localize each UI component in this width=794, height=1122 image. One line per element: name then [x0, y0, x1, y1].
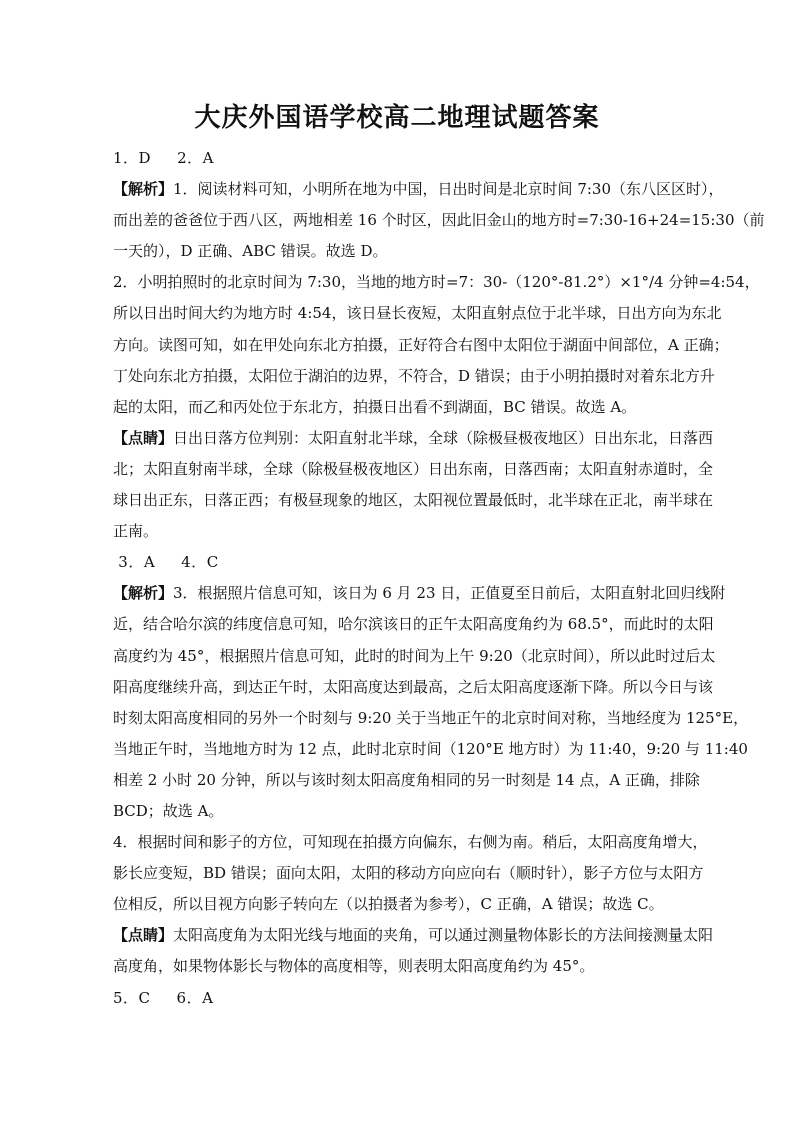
comment-1-line-4: 正南。	[113, 522, 159, 541]
analysis-3-line-8: BCD；故选 A。	[113, 801, 224, 820]
comment-1-line-2: 北；太阳直射南半球，全球（除极昼极夜地区）日出东南，日落西南；太阳直射赤道时，全	[113, 459, 714, 478]
answer-5: 5．C	[113, 988, 151, 1007]
analysis-4-line-2: 影长应变短，BD 错误；面向太阳，太阳的移动方向应向右（顺时针），影子方位与太阳方	[113, 864, 704, 883]
analysis-1-line-1: 【解析】1．阅读材料可知，小明所在地为中国，日出时间是北京时间 7:30（东八区区时），	[113, 180, 724, 199]
analysis-3-line-4: 阳高度继续升高，到达正午时，太阳高度达到最高，之后太阳高度逐渐下降。所以今日与该	[113, 677, 714, 696]
analysis-1-line-3: 一天的），D 正确、ABC 错误。故选 D。	[113, 242, 388, 261]
analysis-2-line-1: 2．小明拍照时的北京时间为 7:30，当地的地方时=7：30-（120°-81.2°）×1°/4 分钟=4:54，	[113, 273, 760, 292]
analysis-3-line-6: 当地正午时，当地地方时为 12 点，此时北京时间（120°E 地方时）为 11:40，9:20 与 11:40	[113, 739, 748, 758]
analysis-2-line-4: 丁处向东北方拍摄，太阳位于湖泊的边界，不符合，D 错误；由于小明拍摄时对着东北方升	[113, 366, 715, 385]
analysis-3-line-5: 时刻太阳高度相同的另外一个时刻与 9:20 关于当地正午的北京时间对称，当地经度为 125°E，	[113, 708, 749, 727]
comment-2-line-1: 【点睛】太阳高度角为太阳光线与地面的夹角，可以通过测量物体影长的方法间接测量太阳	[113, 926, 714, 945]
answer-6: 6．A	[176, 988, 214, 1007]
analysis-3-line-3: 高度约为 45°，根据照片信息可知，此时的时间为上午 9:20（北京时间），所以此时过后太	[113, 646, 716, 665]
answer-2: 2．A	[177, 149, 214, 167]
answer-content	[113, 143, 765, 1014]
analysis-3-line-1: 【解析】3．根据照片信息可知，该日为 6 月 23 日，正值夏至日前后，太阳直射北回归线附	[113, 584, 726, 603]
page-title: 大庆外国语学校高二地理试题答案	[194, 103, 600, 133]
comment-tag: 【点睛】	[113, 428, 174, 447]
analysis-3-line-7: 相差 2 小时 20 分钟，所以与该时刻太阳高度角相同的另一时刻是 14 点，A 正确，排除	[113, 770, 700, 789]
analysis-2-line-3: 方向。读图可知，如在甲处向东北方拍摄，正好符合右图中太阳位于湖面中间部位，A 正确；	[113, 335, 729, 354]
analysis-3-line-2: 近，结合哈尔滨的纬度信息可知，哈尔滨该日的正午太阳高度角约为 68.5°，而此时的太阳	[113, 615, 714, 634]
comment-tag: 【点睛】	[113, 926, 174, 945]
comment-1-line-1: 【点睛】日出日落方位判别：太阳直射北半球，全球（除极昼极夜地区）日出东北，日落西	[113, 428, 714, 447]
comment-1-line-3: 球日出正东，日落正西；有极昼现象的地区，太阳视位置最低时，北半球在正北，南半球在	[113, 491, 714, 510]
analysis-4-line-1: 4．根据时间和影子的方位，可知现在拍摄方向偏东，右侧为南。稍后，太阳高度角增大，	[113, 833, 708, 852]
answer-1: 1．D	[113, 149, 152, 167]
analysis-2-line-5: 起的太阳，而乙和丙处位于东北方，拍摄日出看不到湖面，BC 错误。故选 A。	[113, 397, 637, 416]
analysis-4-line-3: 位相反，所以目视方向影子转向左（以拍摄者为参考），C 正确，A 错误；故选 C。	[113, 895, 664, 914]
answer-line-5-6	[113, 983, 689, 1014]
answer-line-3-4	[113, 547, 689, 578]
answer-4: 4．C	[181, 553, 219, 572]
answer-3: 3．A	[118, 553, 156, 572]
analysis-tag: 【解析】	[113, 584, 174, 603]
answer-line-1-2	[113, 143, 689, 174]
comment-2-line-2: 高度角，如果物体影长与物体的高度相等，则表明太阳高度角约为 45°。	[113, 957, 595, 976]
analysis-tag: 【解析】	[113, 180, 174, 199]
analysis-1-line-2: 而出差的爸爸位于西八区，两地相差 16 个时区，因此旧金山的地方时=7:30-16+24=15:30（前	[113, 211, 765, 230]
analysis-2-line-2: 所以日出时间大约为地方时 4:54，该日昼长夜短，太阳直射点位于北半球，日出方向为东北	[113, 304, 722, 323]
